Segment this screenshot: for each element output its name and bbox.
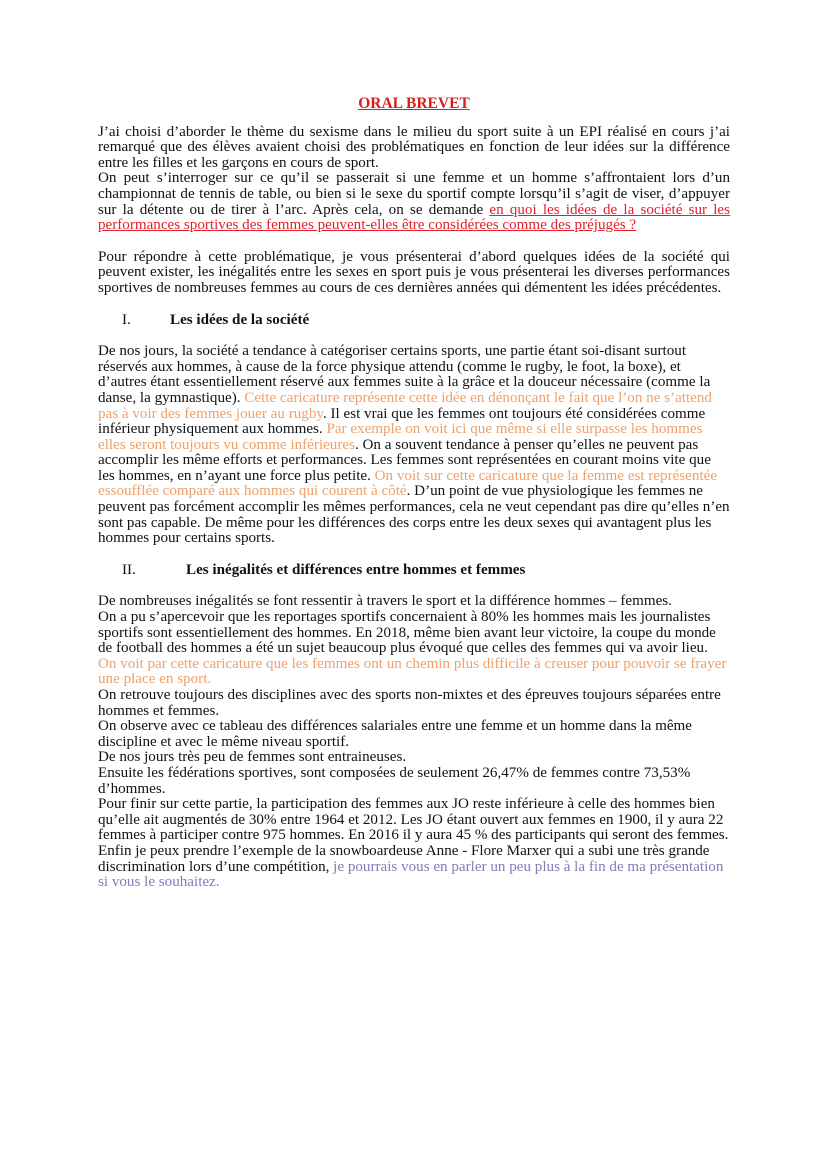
document-title: ORAL BREVET <box>358 95 470 112</box>
section-1-text-1: De nos jours, la société a tendance à catégoriser certains sports, une partie étant soi-disant surtout réservés aux hommes, à cause de la force physique attendu (comme le rugby, le foot, la boxe), et d’autres étant essentiellement réservé aux femmes suite à la grâce et la douceur nécessaire (comme la danse, la gymnastique). <box>98 343 711 406</box>
section-2-line-5: De nos jours très peu de femmes sont entraineuses. <box>98 749 407 766</box>
aside-note: je pourrais vous en parler un peu plus à la fin de ma présentation si vous le souhaitez. <box>98 858 724 891</box>
section-1-number: I. <box>122 311 131 328</box>
section-2-text: On a pu s’apercevoir que les reportages sportifs concernaient à 80% les hommes mais les journalistes sportifs sont essentiellement des hommes. En 2018, même bien avant leur victoire, la coupe du monde de football des hommes a été un sujet beaucoup plus évoqué que celles des femmes qui va avoir lieu. <box>98 609 716 657</box>
section-2-line-6: Ensuite les fédérations sportives, sont composées de seulement 26,47% de femmes contre 73,53% d’hommes. <box>98 764 691 797</box>
intro-question-text: On peut s’interroger sur ce qu’il se passerait si une femme et un homme s’affrontaient lors d’un championnat de tennis de table, ou bien si le sexe du sportif compte lorsqu’il s’agit de viser, d’appuyer sur la détente ou de tirer à l’arc. Après cela, on se demande <box>98 170 730 218</box>
section-2-line-7: Pour finir sur cette partie, la participation des femmes aux JO reste inférieure à celle des hommes bien qu’elle ait augmentés de 30% entre 1964 et 2012. Les JO étant ouvert aux femmes en 1900, il y aura 22 femmes à participer contre 975 hommes. En 2016 il y aura 45 % des participants qui seront des femmes. <box>98 796 729 844</box>
section-2-title: Les inégalités et différences entre hommes et femmes <box>186 561 526 578</box>
section-2-line-2 <box>98 610 730 688</box>
section-2-line-1: De nombreuses inégalités se font ressentir à travers le sport et la différence hommes – femmes. <box>98 593 672 610</box>
caricature-note-4: On voit par cette caricature que les femmes ont un chemin plus difficile à creuser pour pouvoir se frayer une place en sport. <box>98 655 727 688</box>
section-2-line-3: On retrouve toujours des disciplines avec des sports non-mixtes et des épreuves toujours séparées entre hommes et femmes. <box>98 687 721 719</box>
section-2-line-4: On observe avec ce tableau des différences salariales entre une femme et un homme dans la même discipline et avec le même niveau sportif. <box>98 718 692 750</box>
plan-paragraph: Pour répondre à cette problématique, je vous présenterai d’abord quelques idées de la société qui peuvent exister, les inégalités entre les sexes en sport puis je vous présenterai les diverses performances sportives de nombreuses femmes au cours de ces dernières années qui démentent les idées précédentes. <box>98 248 730 296</box>
section-1-text-2: . Il est vrai que les femmes ont toujours été considérées comme inférieur physiquement aux hommes. <box>98 405 706 438</box>
section-1-title: Les idées de la société <box>170 311 310 328</box>
section-2-number: II. <box>122 561 136 578</box>
caricature-note-2: Par exemple on voit ici que même si elle surpasse les hommes elles seront toujours vu comme inférieures <box>98 421 703 453</box>
intro-paragraph <box>98 125 730 172</box>
section-2-text-final: Enfin je peux prendre l’exemple de la snowboardeuse Anne - Flore Marxer qui a subi une très grande discrimination lors d’une compétition, <box>98 842 710 875</box>
section-2-line-8 <box>98 844 730 891</box>
section-2-heading <box>98 563 730 579</box>
intro-text: J’ai choisi d’aborder le thème du sexisme dans le milieu du sport suite à un EPI réalisé en cours j’ai remarqué que des élèves avaient choisi des problématiques en fonction de leur idées sur la différence entre les filles et les garçons en cours de sport. <box>98 123 730 171</box>
section-1-text-4: . D’un point de vue physiologique les femmes ne peuvent pas forcément accomplir les mêmes performances, cela ne veut cependant pas dire qu’elles n’en sont pas capable. De même pour les différences des corps entre les deux sexes qui avantagent plus les hommes pour certains sports. <box>98 483 730 547</box>
caricature-note-1: Cette caricature représente cette idée en dénonçant le fait que l’on ne s’attend pas à voir des femmes jouer au rugby <box>98 389 712 422</box>
intro-question-paragraph <box>98 171 730 233</box>
section-1-heading <box>98 313 730 329</box>
section-1-paragraph <box>98 344 730 547</box>
problematique: en quoi les idées de la société sur les performances sportives des femmes peuvent-elles être considérées comme des préjugés ? <box>98 201 730 234</box>
section-1-text-3: . On a souvent tendance à penser qu’elles ne peuvent pas accomplir les même efforts et performances. Les femmes sont représentées en courant moins vite que les hommes, en n’ayant une force plus petite. <box>98 436 711 484</box>
document-page <box>98 96 730 891</box>
caricature-note-3: On voit sur cette caricature que la femme est représentée essoufflée comparé aux hommes qui courent à côté <box>98 467 718 500</box>
